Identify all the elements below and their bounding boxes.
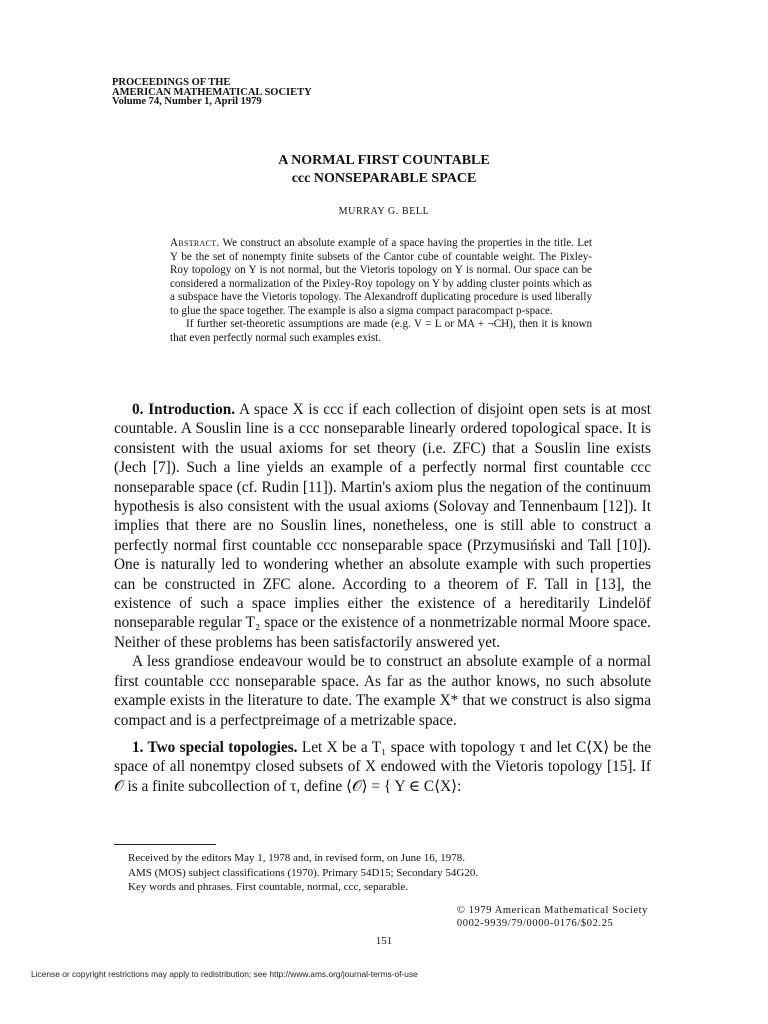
intro-text-1: A space X is ccc if each collection of disjoint open sets is at most countable. A Souslin line is a ccc nonseparable linearly ordered topological space. It is consistent with the usual axioms for set theory (i.e. ZFC) that a Souslin line exists (Jech [7]). Such a line yields an example of a perfectly normal first countable ccc nonseparable space (cf. Rudin [11]). Martin's axiom plus the negation of the continuum hypothesis is also consistent with the usual axioms (Solovay and Tennenbaum [12]). It implies that there are no Souslin lines, nonetheless, one is still able to construct a perfectly normal first countable ccc nonseparable space (Przymusiński and Tall [10]). One is naturally led to wondering whether an absolute example with such properties can be constructed in ZFC alone. According to a theorem of F. Tall in [13], the existence of such a space implies either the existence of a hereditarily Lindelöf nonseparable regular T₂ space or the existence of a nonmetrizable normal Moore space. Neither of these problems has been satisfactorily answered yet. <box>114 401 651 651</box>
footnote-subject: AMS (MOS) subject classifications (1970). Primary 54D15; Secondary 54G20. <box>128 866 479 879</box>
author-name: MURRAY G. BELL <box>338 206 430 217</box>
intro-paragraph-1 <box>114 400 651 652</box>
abstract-paragraph-1 <box>170 237 592 318</box>
journal-name-line2: AMERICAN MATHEMATICAL SOCIETY <box>112 86 312 98</box>
footnotes <box>128 851 648 895</box>
intro-paragraph-2: A less grandiose endeavour would be to construct an absolute example of a normal first countable ccc nonseparable space. As far as the author knows, no such absolute example exists in the literature to date. The example X* that we construct is also sigma compact and is a perfectpreimage of a metrizable space. <box>114 653 651 729</box>
journal-header <box>112 78 312 107</box>
license-notice: License or copyright restrictions may apply to redistribution; see http://www.ams.org/journal-terms-of-use <box>31 969 418 979</box>
issn-line: 0002-9939/79/0000-0176/$02.25 <box>456 917 614 929</box>
paper-title <box>0 152 768 188</box>
section1-text: Let X be a T₁ space with topology τ and let C⟨X⟩ be the space of all nonemtpy closed subsets of X endowed with the Vietoris topology [15]. If 𝒪 is a finite subcollection of τ, define ⟨𝒪⟩ = { Y ∈ C⟨X⟩: <box>114 738 652 795</box>
footnote-rule <box>114 844 216 845</box>
page-number: 151 <box>375 935 393 947</box>
copyright-block <box>457 905 648 930</box>
abstract-paragraph-2: If further set-theoretic assumptions are made (e.g. V = L or MA + ¬CH), then it is known that even perfectly normal such examples exist. <box>170 318 592 344</box>
copyright-line: © 1979 American Mathematical Society <box>456 905 648 916</box>
footnote-keywords: Key words and phrases. First countable, normal, ccc, separable. <box>128 881 409 893</box>
section1-heading: 1. Two special topologies. <box>132 738 298 756</box>
footnote-received: Received by the editors May 1, 1978 and, in revised form, on June 16, 1978. <box>128 852 465 864</box>
intro-heading: 0. Introduction. <box>132 401 236 418</box>
title-line1: A NORMAL FIRST COUNTABLE <box>278 153 490 168</box>
main-body <box>114 400 651 796</box>
abstract-label: Abstract. <box>170 237 220 249</box>
journal-name-line1: PROCEEDINGS OF THE <box>112 77 231 88</box>
section1-paragraph <box>114 738 651 796</box>
abstract-text-1: We construct an absolute example of a space having the properties in the title. Let Y be the set of nonempty finite subsets of the Cantor cube of countable weight. The Pixley-Roy topology on Y is not normal, but the Vietoris topology on Y is normal. Our space can be considered a normalization of the Pixley-Roy topology on Y by adding cluster points which as a subspace have the Vietoris topology. The Alexandroff duplicating procedure is used liberally to glue the space together. The example is also a sigma compact paracompact p-space. <box>170 237 592 317</box>
title-line2: ccc NONSEPARABLE SPACE <box>291 171 477 186</box>
abstract <box>170 237 592 345</box>
journal-volume: Volume 74, Number 1, April 1979 <box>112 96 262 107</box>
